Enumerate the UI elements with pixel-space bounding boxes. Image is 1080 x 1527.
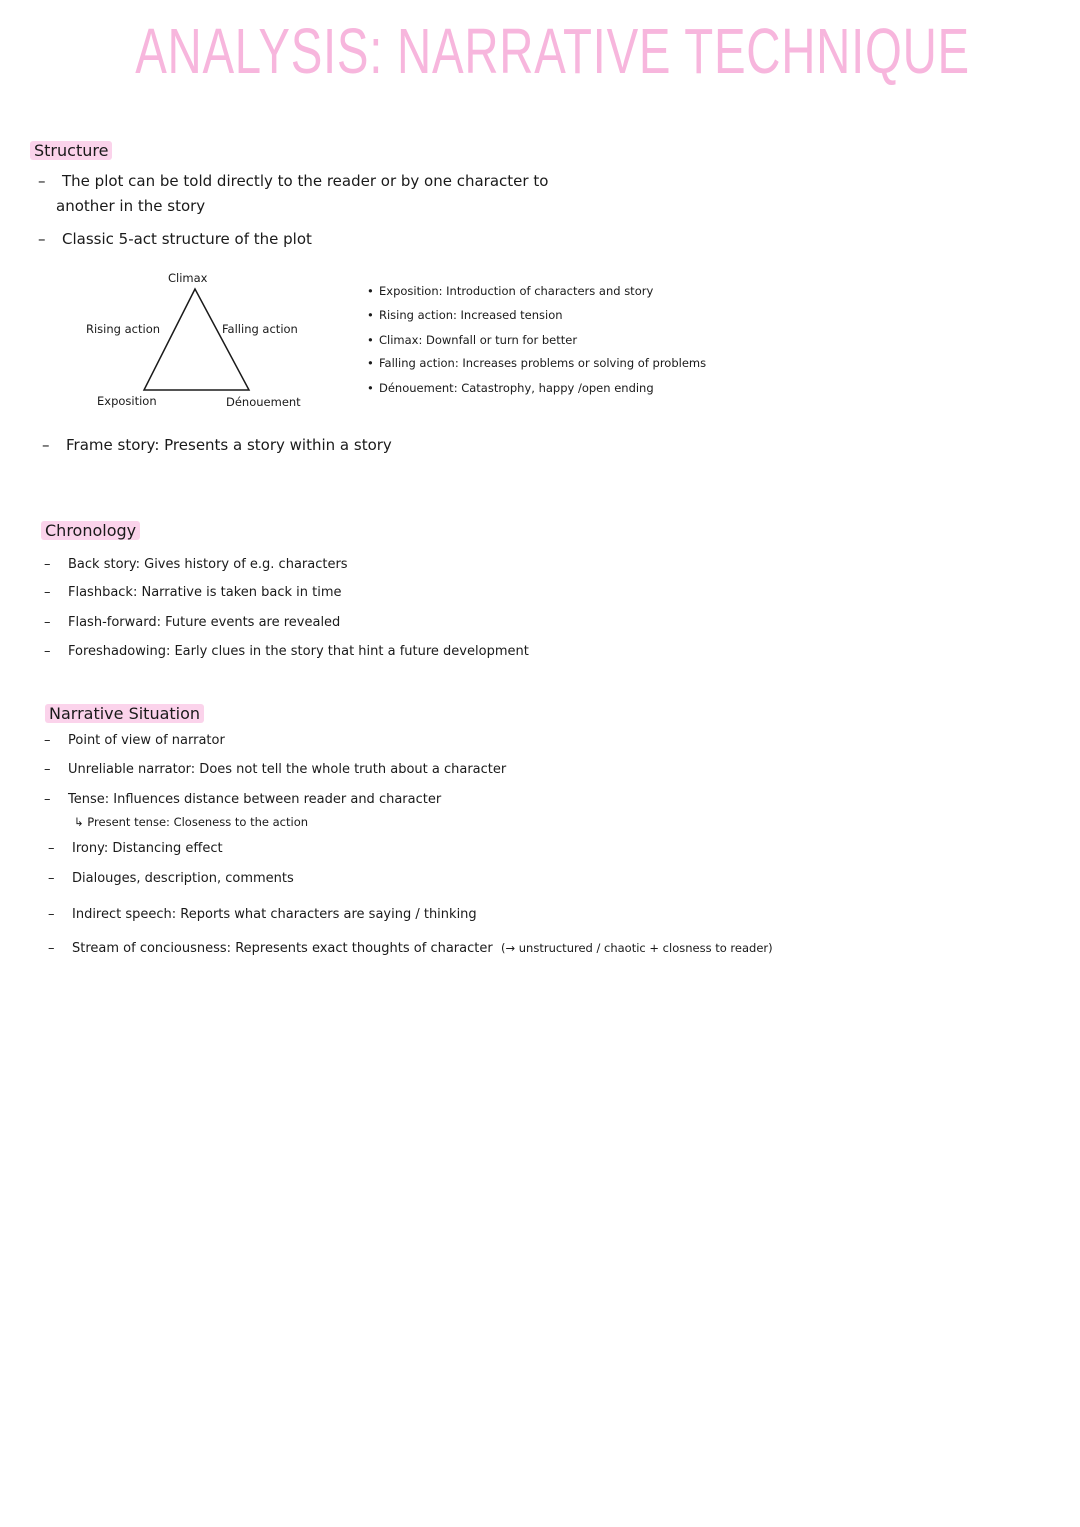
dash: – [38,172,46,190]
bullet-falling: • Falling action: Increases problems or solving of problems [367,356,707,370]
page-title: ANALYSIS: NARRATIVE TECHNIQUE [135,15,970,87]
bullet-dot: • [367,308,374,322]
narrative-item-irony: – Irony: Distancing effect [48,841,223,856]
diagram-climax-label: Climax [168,271,208,285]
chronology-item-flashforward: – Flash-forward: Future events are revealed [44,615,341,630]
dash: – [44,733,51,748]
dash: – [44,557,51,572]
diagram-falling-label: Falling action [222,322,298,336]
diagram-denouement-label: Dénouement [226,395,301,409]
bullet-denouement: • Dénouement: Catastrophy, happy /open ending [367,381,654,395]
bullet-dot: • [367,381,374,395]
plot-triangle [144,289,249,390]
structure-line-2: – Classic 5-act structure of the plot [38,230,312,248]
dash: – [44,615,51,630]
diagram-rising-label: Rising action [86,322,161,336]
dash: – [48,941,55,956]
dash: – [38,230,46,248]
narrative-item-unreliable: – Unreliable narrator: Does not tell the whole truth about a character [44,762,507,777]
dash: – [44,762,51,777]
bullet-dot: • [367,356,374,370]
dash: – [44,792,51,807]
chronology-heading: Chronology [41,521,140,540]
narrative-item-pov: – Point of view of narrator [44,733,225,748]
narrative-item-tense: – Tense: Influences distance between reader and character [44,792,442,807]
bullet-climax: • Climax: Downfall or turn for better [367,333,578,347]
dash: – [42,436,50,454]
chronology-item-backstory: – Back story: Gives history of e.g. characters [44,557,348,572]
chronology-item-foreshadowing: – Foreshadowing: Early clues in the story that hint a future development [44,644,529,659]
dash: – [48,871,55,886]
stream-note: (→ unstructured / chaotic + closness to reader) [500,941,773,955]
chronology-item-flashback: – Flashback: Narrative is taken back in time [44,585,342,600]
bullet-exposition: • Exposition: Introduction of characters and story [367,284,654,298]
narrative-item-indirect-speech: – Indirect speech: Reports what characters are saying / thinking [48,907,477,922]
dash: – [48,841,55,856]
structure-line-1-cont: another in the story [56,197,206,215]
dash: – [44,585,51,600]
narrative-item-dialogues: – Dialouges, description, comments [48,871,294,886]
dash: – [48,907,55,922]
diagram-exposition-label: Exposition [97,394,157,408]
narrative-tense-subnote: ↳ Present tense: Closeness to the action [74,815,309,829]
frame-story-line: – Frame story: Presents a story within a story [42,436,392,454]
dash: – [44,644,51,659]
structure-heading: Structure [30,141,112,160]
bullet-dot: • [367,333,374,347]
bullet-rising: • Rising action: Increased tension [367,308,563,322]
bullet-dot: • [367,284,374,298]
narrative-heading: Narrative Situation [45,704,204,723]
narrative-item-stream: – Stream of conciousness: Represents exact thoughts of character (→ unstructured / chaotic + closness to reader) [48,941,773,956]
plot-triangle-diagram [140,286,254,394]
structure-line-1: – The plot can be told directly to the reader or by one character to [38,172,549,190]
